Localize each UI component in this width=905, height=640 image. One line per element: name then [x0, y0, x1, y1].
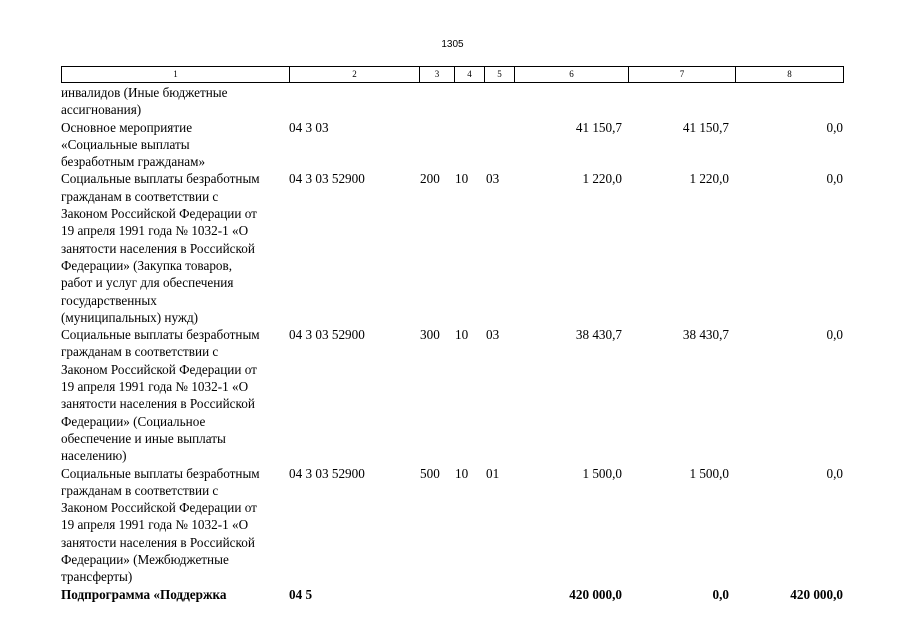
amount-total-cell: 1 220,0	[582, 171, 622, 187]
budget-code-cell: 04 3 03	[289, 119, 329, 135]
table-body	[0, 84, 905, 603]
table-row	[0, 326, 905, 464]
item-name-line: Социальные выплаты безработным	[61, 327, 260, 343]
amount-other-cell: 0,0	[826, 119, 843, 135]
budget-code-cell: 04 3 03 52900	[289, 327, 365, 343]
column-header-table	[61, 66, 844, 83]
item-name-line: гражданам в соответствии с	[61, 482, 219, 498]
item-name-line: гражданам в соответствии с	[61, 188, 219, 204]
col-header-1: 1	[62, 67, 290, 83]
col-header-4: 4	[455, 67, 485, 83]
item-name-line: обеспечение и иные выплаты	[61, 430, 226, 446]
item-name-line: Федерации» (Закупка товаров,	[61, 257, 233, 273]
expense-type-cell: 500	[420, 465, 440, 481]
amount-other-cell: 0,0	[826, 171, 843, 187]
item-name-line: Социальные выплаты безработным	[61, 171, 260, 187]
table-row	[0, 170, 905, 326]
item-name-line: 19 апреля 1991 года № 1032-1 «О	[61, 517, 249, 533]
item-name-line: Подпрограмма «Поддержка	[61, 586, 227, 602]
item-name-line: занятости населения в Российской	[61, 396, 255, 412]
item-name-line: Законом Российской Федерации от	[61, 500, 257, 516]
item-name-line: Федерации» (Межбюджетные	[61, 552, 229, 568]
item-name-line: гражданам в соответствии с	[61, 344, 219, 360]
amount-federal-cell: 38 430,7	[682, 327, 729, 343]
amount-federal-cell: 1 220,0	[689, 171, 729, 187]
amount-federal-cell: 0,0	[712, 586, 729, 602]
table-row	[0, 119, 905, 171]
item-name-line: занятости населения в Российской	[61, 534, 255, 550]
item-name-cell	[61, 170, 289, 326]
col-header-5: 5	[485, 67, 515, 83]
col-header-6: 6	[515, 67, 629, 83]
budget-code-cell: 04 5	[289, 586, 313, 602]
page-number: 1305	[441, 39, 464, 50]
item-name-line: работ и услуг для обеспечения	[61, 275, 234, 291]
item-name-line: Законом Российской Федерации от	[61, 361, 257, 377]
item-name-cell	[61, 465, 289, 586]
table-row	[0, 84, 905, 119]
item-name-cell	[61, 84, 289, 119]
amount-total-cell: 38 430,7	[575, 327, 622, 343]
amount-total-cell: 420 000,0	[569, 586, 622, 602]
amount-federal-cell: 41 150,7	[682, 119, 729, 135]
item-name-line: 19 апреля 1991 года № 1032-1 «О	[61, 379, 249, 395]
section-cell: 10	[455, 327, 469, 343]
amount-other-cell: 420 000,0	[790, 586, 843, 602]
subsection-cell: 01	[486, 465, 500, 481]
col-header-3: 3	[420, 67, 455, 83]
item-name-line: Федерации» (Социальное	[61, 413, 206, 429]
item-name-line: (муниципальных) нужд)	[61, 309, 199, 325]
subsection-cell: 03	[486, 327, 500, 343]
item-name-cell	[61, 326, 289, 464]
subsection-cell: 03	[486, 171, 500, 187]
item-name-line: ассигнования)	[61, 102, 142, 118]
item-name-line: Социальные выплаты безработным	[61, 465, 260, 481]
col-header-8: 8	[736, 67, 844, 83]
amount-total-cell: 41 150,7	[575, 119, 622, 135]
item-name-line: безработным гражданам»	[61, 154, 206, 170]
table-row	[0, 465, 905, 586]
table-row	[0, 586, 905, 603]
amount-federal-cell: 1 500,0	[689, 465, 729, 481]
item-name-line: трансферты)	[61, 569, 133, 585]
amount-other-cell: 0,0	[826, 465, 843, 481]
section-cell: 10	[455, 465, 469, 481]
amount-total-cell: 1 500,0	[582, 465, 622, 481]
item-name-line: «Социальные выплаты	[61, 136, 190, 152]
amount-other-cell: 0,0	[826, 327, 843, 343]
section-cell: 10	[455, 171, 469, 187]
expense-type-cell: 200	[420, 171, 440, 187]
item-name-line: государственных	[61, 292, 157, 308]
item-name-line: населению)	[61, 448, 127, 464]
item-name-line: 19 апреля 1991 года № 1032-1 «О	[61, 223, 249, 239]
item-name-line: инвалидов (Иные бюджетные	[61, 85, 228, 100]
item-name-line: занятости населения в Российской	[61, 240, 255, 256]
budget-code-cell: 04 3 03 52900	[289, 465, 365, 481]
item-name-cell	[61, 586, 289, 603]
item-name-line: Основное мероприятие	[61, 119, 193, 135]
budget-code-cell: 04 3 03 52900	[289, 171, 365, 187]
item-name-cell	[61, 119, 289, 171]
expense-type-cell: 300	[420, 327, 440, 343]
item-name-line: Законом Российской Федерации от	[61, 206, 257, 222]
col-header-2: 2	[290, 67, 420, 83]
col-header-7: 7	[629, 67, 736, 83]
